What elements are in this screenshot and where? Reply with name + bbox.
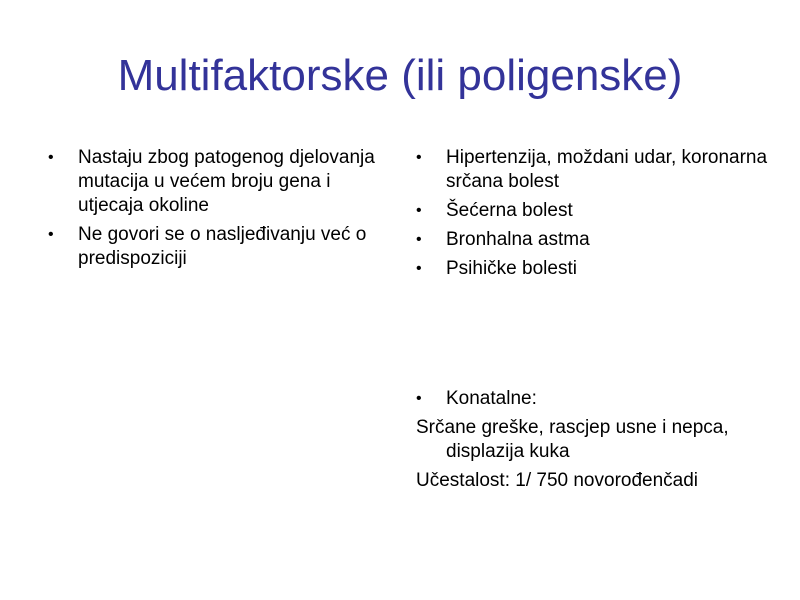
spacer: [416, 286, 776, 387]
bullet-icon: •: [48, 149, 54, 166]
congenital-examples: Srčane greške, rascjep usne i nepca, displazija kuka: [416, 417, 729, 462]
list-item: [416, 146, 776, 194]
list-item: [416, 199, 776, 223]
list-item: [416, 387, 776, 411]
list-item: [416, 228, 776, 252]
bullet-icon: •: [416, 149, 422, 166]
left-bullet-list: [48, 146, 378, 271]
right-bullet-list: [416, 146, 776, 281]
congenital-label: Konatalne:: [446, 388, 537, 409]
bullet-icon: •: [416, 390, 422, 407]
left-column: [48, 146, 378, 276]
slide-title: Multifaktorske (ili poligenske): [117, 51, 683, 100]
list-item-text: Šećerna bolest: [446, 200, 573, 221]
list-item-text: Ne govori se o nasljeđivanju već o predispoziciji: [78, 224, 367, 269]
list-item: [48, 146, 378, 218]
list-item: [416, 257, 776, 281]
list-item-text: Hipertenzija, moždani udar, koronarna srčana bolest: [446, 147, 768, 192]
right-column: [416, 146, 776, 498]
list-item: [48, 223, 378, 271]
list-item-text: Nastaju zbog patogenog djelovanja mutacija u većem broju gena i utjecaja okoline: [78, 147, 375, 216]
frequency-text: Učestalost: 1/ 750 novorođenčadi: [416, 470, 699, 491]
list-item-text: Psihičke bolesti: [446, 258, 577, 279]
bullet-icon: •: [48, 226, 54, 243]
bullet-icon: •: [416, 202, 422, 219]
list-item-text: Bronhalna astma: [446, 229, 590, 250]
bullet-icon: •: [416, 260, 422, 277]
bullet-icon: •: [416, 231, 422, 248]
congenital-list: [416, 387, 776, 411]
